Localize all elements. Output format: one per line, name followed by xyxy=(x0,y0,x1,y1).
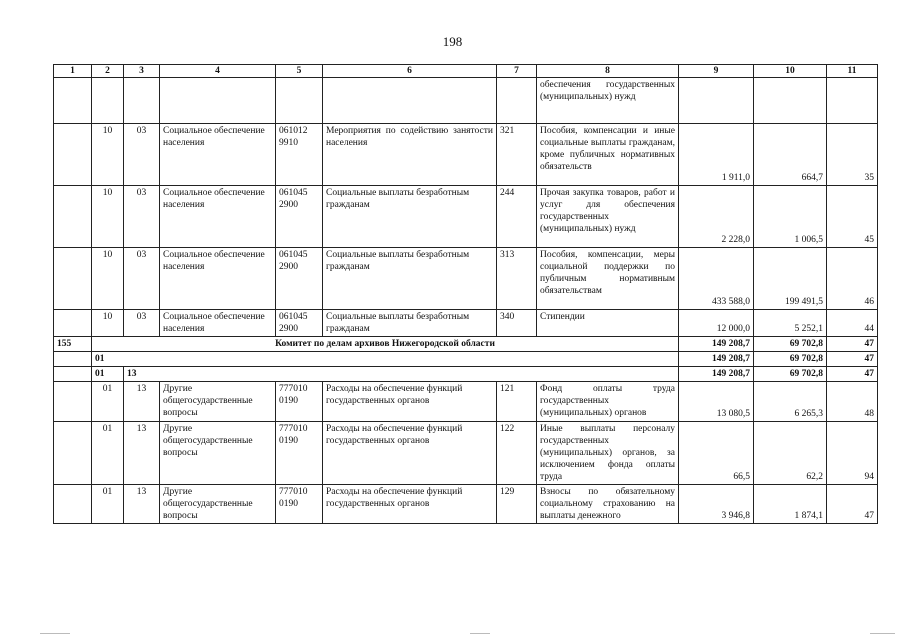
cell-code xyxy=(54,422,92,485)
cell-code xyxy=(54,186,92,248)
cell-expense-name: Прочая закупка товаров, работ и услуг для обеспечения государственных (муниципальных) нужд xyxy=(537,186,679,248)
cell-subsection: 03 xyxy=(124,248,160,310)
cell-plan: 149 208,7 xyxy=(679,352,754,367)
col-number: 3 xyxy=(124,65,160,78)
cell-percent: 47 xyxy=(827,485,878,524)
cell-expense-type: 340 xyxy=(497,310,537,337)
cell-section: 10 xyxy=(92,248,124,310)
col-number: 9 xyxy=(679,65,754,78)
cell-section-name: Социальное обеспечение населения xyxy=(160,248,276,310)
cell-target-name: Социальные выплаты безработным гражданам xyxy=(323,186,497,248)
cell-subsection: 13 xyxy=(124,422,160,485)
cell-subsection: 03 xyxy=(124,186,160,248)
cell-target-code: 061045 2900 xyxy=(276,186,323,248)
cell-expense-type: 121 xyxy=(497,382,537,422)
cell-section-name: Социальное обеспечение населения xyxy=(160,310,276,337)
committee-row xyxy=(54,337,878,352)
cell-code xyxy=(54,78,92,124)
cell-section: 01 xyxy=(92,422,124,485)
cell-code xyxy=(54,352,92,367)
table-row xyxy=(54,248,878,310)
cell-expense-type: 321 xyxy=(497,124,537,186)
cell-percent: 46 xyxy=(827,248,878,310)
scan-mark xyxy=(870,633,895,634)
col-number: 6 xyxy=(323,65,497,78)
table-row xyxy=(54,310,878,337)
scan-mark xyxy=(40,633,70,634)
cell-plan: 1 911,0 xyxy=(679,124,754,186)
cell-actual: 664,7 xyxy=(754,124,827,186)
cell-section-name: Другие общегосударственные вопросы xyxy=(160,422,276,485)
cell-actual: 1 874,1 xyxy=(754,485,827,524)
cell-section: 01 xyxy=(92,382,124,422)
cell-target-code: 061012 9910 xyxy=(276,124,323,186)
cell-code xyxy=(54,124,92,186)
cell-plan: 149 208,7 xyxy=(679,337,754,352)
column-number-row xyxy=(54,65,878,78)
cell-section xyxy=(92,78,124,124)
section-code: 01 xyxy=(92,352,679,367)
col-number: 2 xyxy=(92,65,124,78)
cell-expense-name: обеспечения государственных (муниципальных) нужд xyxy=(537,78,679,124)
scan-mark xyxy=(470,633,490,634)
table-row xyxy=(54,422,878,485)
cell-percent: 47 xyxy=(827,337,878,352)
cell-plan: 433 588,0 xyxy=(679,248,754,310)
cell-target-name xyxy=(323,78,497,124)
cell-plan: 66,5 xyxy=(679,422,754,485)
cell-actual: 199 491,5 xyxy=(754,248,827,310)
section-code: 01 xyxy=(92,367,124,382)
table-row xyxy=(54,186,878,248)
table-row xyxy=(54,382,878,422)
cell-target-code: 061045 2900 xyxy=(276,310,323,337)
table-row xyxy=(54,485,878,524)
cell-percent xyxy=(827,78,878,124)
cell-target-name: Мероприятия по содействию занятости населения xyxy=(323,124,497,186)
cell-expense-name: Иные выплаты персоналу государственных (муниципальных) органов, за исключением фонда оплаты труда xyxy=(537,422,679,485)
cell-subsection: 03 xyxy=(124,310,160,337)
cell-code xyxy=(54,382,92,422)
cell-target-code: 777010 0190 xyxy=(276,485,323,524)
cell-target-name: Расходы на обеспечение функций государственных органов xyxy=(323,382,497,422)
cell-expense-name: Стипендии xyxy=(537,310,679,337)
col-number: 5 xyxy=(276,65,323,78)
cell-expense-name: Пособия, компенсации и иные социальные выплаты гражданам, кроме публичных нормативных обязательств xyxy=(537,124,679,186)
cell-plan: 13 080,5 xyxy=(679,382,754,422)
cell-target-code: 777010 0190 xyxy=(276,382,323,422)
cell-plan: 149 208,7 xyxy=(679,367,754,382)
cell-target-name: Расходы на обеспечение функций государственных органов xyxy=(323,485,497,524)
cell-actual: 1 006,5 xyxy=(754,186,827,248)
cell-percent: 47 xyxy=(827,367,878,382)
cell-expense-name: Фонд оплаты труда государственных (муниципальных) органов xyxy=(537,382,679,422)
cell-code xyxy=(54,485,92,524)
col-number: 4 xyxy=(160,65,276,78)
cell-plan xyxy=(679,78,754,124)
subsection-code: 13 xyxy=(124,367,679,382)
col-number: 10 xyxy=(754,65,827,78)
cell-expense-type: 129 xyxy=(497,485,537,524)
budget-table xyxy=(53,64,878,524)
page-number: 198 xyxy=(442,34,463,49)
cell-actual: 62,2 xyxy=(754,422,827,485)
cell-target-code: 061045 2900 xyxy=(276,248,323,310)
cell-actual: 69 702,8 xyxy=(754,367,827,382)
cell-expense-name: Взносы по обязательному социальному страхованию на выплаты денежного xyxy=(537,485,679,524)
cell-plan: 12 000,0 xyxy=(679,310,754,337)
cell-expense-type: 122 xyxy=(497,422,537,485)
cell-subsection: 13 xyxy=(124,382,160,422)
cell-section-name: Социальное обеспечение населения xyxy=(160,124,276,186)
cell-section-name: Другие общегосударственные вопросы xyxy=(160,485,276,524)
cell-code xyxy=(54,248,92,310)
cell-section: 10 xyxy=(92,124,124,186)
subsection-total-row xyxy=(54,367,878,382)
table-row xyxy=(54,124,878,186)
section-total-row xyxy=(54,352,878,367)
table-row xyxy=(54,78,878,124)
col-number: 11 xyxy=(827,65,878,78)
cell-plan: 2 228,0 xyxy=(679,186,754,248)
cell-actual: 69 702,8 xyxy=(754,337,827,352)
cell-percent: 35 xyxy=(827,124,878,186)
cell-code xyxy=(54,367,92,382)
cell-actual xyxy=(754,78,827,124)
cell-section: 10 xyxy=(92,186,124,248)
cell-percent: 44 xyxy=(827,310,878,337)
cell-target-name: Социальные выплаты безработным гражданам xyxy=(323,310,497,337)
cell-plan: 3 946,8 xyxy=(679,485,754,524)
cell-expense-type: 244 xyxy=(497,186,537,248)
cell-target-code: 777010 0190 xyxy=(276,422,323,485)
col-number: 1 xyxy=(54,65,92,78)
cell-actual: 5 252,1 xyxy=(754,310,827,337)
col-number: 7 xyxy=(497,65,537,78)
cell-section: 10 xyxy=(92,310,124,337)
col-number: 8 xyxy=(537,65,679,78)
cell-target-code xyxy=(276,78,323,124)
cell-expense-type xyxy=(497,78,537,124)
cell-percent: 48 xyxy=(827,382,878,422)
cell-expense-type: 313 xyxy=(497,248,537,310)
cell-target-name: Расходы на обеспечение функций государственных органов xyxy=(323,422,497,485)
cell-percent: 47 xyxy=(827,352,878,367)
cell-actual: 69 702,8 xyxy=(754,352,827,367)
cell-subsection: 13 xyxy=(124,485,160,524)
cell-section-name xyxy=(160,78,276,124)
cell-section-name: Другие общегосударственные вопросы xyxy=(160,382,276,422)
cell-expense-name: Пособия, компенсации, меры социальной поддержки по публичным нормативным обязательствам xyxy=(537,248,679,310)
cell-percent: 45 xyxy=(827,186,878,248)
cell-percent: 94 xyxy=(827,422,878,485)
cell-actual: 6 265,3 xyxy=(754,382,827,422)
cell-section-name: Социальное обеспечение населения xyxy=(160,186,276,248)
cell-subsection: 03 xyxy=(124,124,160,186)
cell-section: 01 xyxy=(92,485,124,524)
cell-code xyxy=(54,310,92,337)
committee-code: 155 xyxy=(54,337,92,352)
cell-target-name: Социальные выплаты безработным гражданам xyxy=(323,248,497,310)
cell-subsection xyxy=(124,78,160,124)
committee-name: Комитет по делам архивов Нижегородской области xyxy=(92,337,679,352)
